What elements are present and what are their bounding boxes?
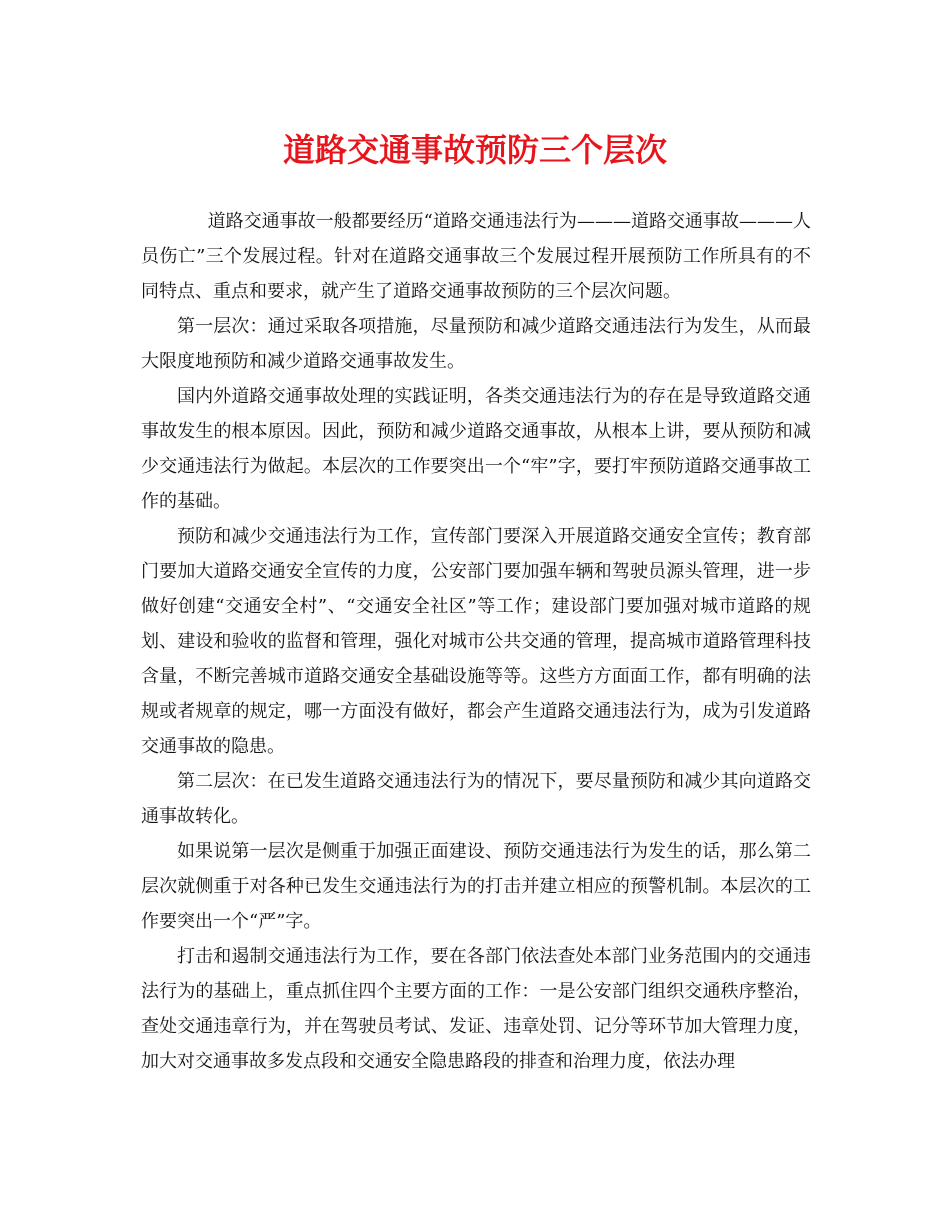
document-body [141, 204, 811, 1079]
paragraph-intro: 道路交通事故一般都要经历“道路交通违法行为———道路交通事故———人员伤亡”三个发展过程。针对在道路交通事故三个发展过程开展预防工作所具有的不同特点、重点和要求，就产生了道路交通事故预防的三个层次问题。 [141, 211, 811, 302]
paragraph-level-two-measures: 打击和遏制交通违法行为工作，要在各部门依法查处本部门业务范围内的交通违法行为的基础上，重点抓住四个主要方面的工作：一是公安部门组织交通秩序整治，查处交通违章行为，并在驾驶员考试、发证、违章处罚、记分等环节加大管理力度，加大对交通事故多发点段和交通安全隐患路段的排查和治理力度，依法办理 [141, 946, 811, 1072]
document-title: 道路交通事故预防三个层次 [282, 131, 667, 169]
paragraph-level-one: 第一层次：通过采取各项措施，尽量预防和减少道路交通违法行为发生，从而最大限度地预防和减少道路交通事故发生。 [141, 316, 811, 372]
paragraph-level-two-explanation: 如果说第一层次是侧重于加强正面建设、预防交通违法行为发生的话，那么第二层次就侧重于对各种已发生交通违法行为的打击并建立相应的预警机制。本层次的工作要突出一个“严”字。 [141, 841, 811, 932]
paragraph-level-two: 第二层次：在已发生道路交通违法行为的情况下，要尽量预防和减少其向道路交通事故转化。 [141, 771, 811, 827]
paragraph-level-one-explanation: 国内外道路交通事故处理的实践证明，各类交通违法行为的存在是导致道路交通事故发生的根本原因。因此，预防和减少道路交通事故，从根本上讲，要从预防和减少交通违法行为做起。本层次的工作要突出一个“牢”字，要打牢预防道路交通事故工作的基础。 [141, 386, 811, 512]
paragraph-level-one-measures: 预防和减少交通违法行为工作，宣传部门要深入开展道路交通安全宣传；教育部门要加大道路交通安全宣传的力度，公安部门要加强车辆和驾驶员源头管理，进一步做好创建“交通安全村”、“交通安全社区”等工作；建设部门要加强对城市道路的规划、建设和验收的监督和管理，强化对城市公共交通的管理，提高城市道路管理科技含量，不断完善城市道路交通安全基础设施等等。这些方方面面工作，都有明确的法规或者规章的规定，哪一方面没有做好，都会产生道路交通违法行为，成为引发道路交通事故的隐患。 [141, 526, 811, 757]
